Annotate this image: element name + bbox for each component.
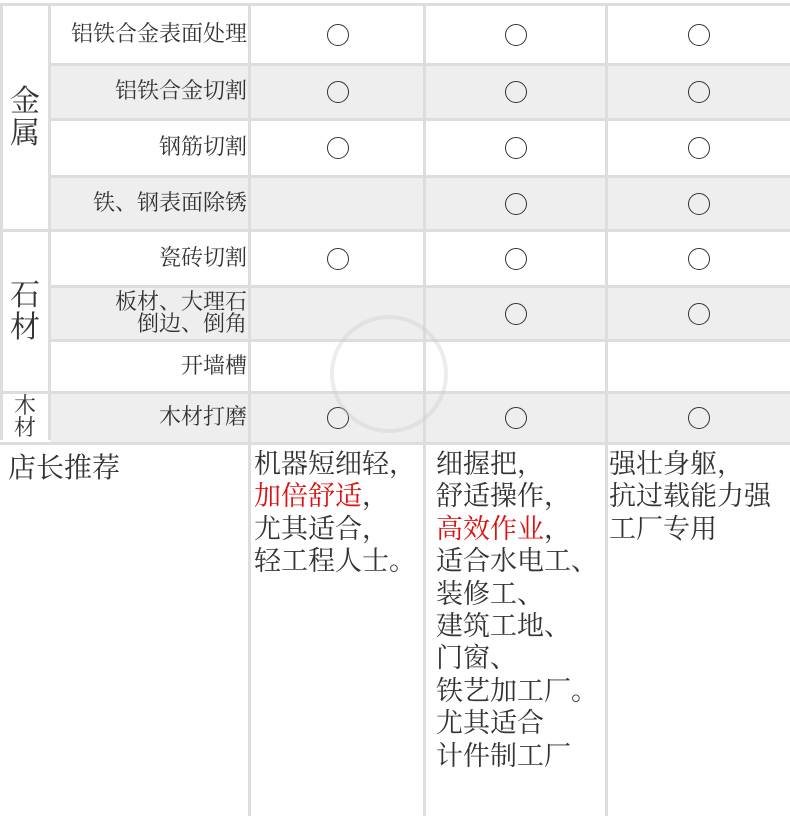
recommend-column (436, 449, 598, 773)
suitable-mark (425, 121, 607, 175)
recommend-line: 门窗、 (436, 643, 517, 675)
application-label-line: 铁、钢表面除锈 (92, 190, 247, 216)
recommend-line: 强壮身躯， (609, 449, 744, 480)
circle-icon (327, 24, 349, 46)
recommend-line: 细握把， (436, 449, 544, 480)
application-label-line: 钢筋切割 (158, 135, 247, 160)
recommend-line: 尤其适合 (436, 708, 544, 740)
watermark-logo (330, 315, 448, 433)
circle-icon (327, 248, 349, 270)
application-label (50, 232, 250, 285)
application-label-line: 倒边、倒角 (136, 311, 247, 337)
suitable-mark (607, 288, 790, 339)
punctuation: ， (544, 513, 571, 545)
category-char: 材 (13, 416, 36, 441)
category-wood (0, 394, 50, 445)
application-label-line: 板材、大理石 (114, 289, 247, 315)
suitable-mark (607, 66, 790, 118)
application-label (50, 288, 250, 339)
category-char: 石 (10, 278, 40, 313)
suitable-mark (425, 394, 607, 442)
recommend-line: 机器短细轻， (254, 449, 416, 480)
application-label-line: 木材打磨 (158, 405, 247, 430)
application-label (50, 178, 250, 229)
recommend-line: 铁艺加工厂。 (436, 675, 598, 707)
suitable-mark (607, 6, 790, 63)
recommend-line: 计件制工厂 (436, 740, 571, 772)
highlight-text: 加倍舒适 (254, 481, 362, 513)
circle-icon (688, 407, 710, 429)
circle-icon (688, 24, 710, 46)
circle-icon (688, 81, 710, 103)
circle-icon (327, 137, 349, 159)
punctuation: ， (362, 481, 389, 513)
circle-icon (505, 81, 527, 103)
suitable-mark (425, 232, 607, 285)
suitable-mark (250, 6, 425, 63)
recommend-title: 店长推荐 (8, 451, 121, 484)
suitable-mark (425, 6, 607, 63)
application-label-line: 瓷砖切割 (158, 245, 247, 271)
circle-icon (688, 137, 710, 159)
circle-icon (688, 303, 710, 325)
category-char: 金 (10, 84, 40, 119)
application-label-line: 铝铁合金表面处理 (70, 21, 247, 47)
suitable-mark (250, 121, 425, 175)
suitable-mark (607, 394, 790, 442)
suitable-mark (250, 232, 425, 285)
circle-icon (505, 24, 527, 46)
application-label (50, 121, 250, 175)
circle-icon (688, 193, 710, 215)
category-char: 属 (10, 115, 40, 151)
recommend-line: 抗过载能力强 (609, 481, 771, 513)
suitable-mark (607, 232, 790, 285)
application-label (50, 342, 250, 391)
recommend-line: 尤其适合， (254, 513, 389, 545)
application-label (50, 66, 250, 118)
category-char: 材 (10, 309, 40, 345)
suitable-mark (425, 178, 607, 229)
recommend-column (254, 449, 416, 579)
application-label-line: 开墙槽 (180, 353, 247, 379)
circle-icon (505, 303, 527, 325)
circle-icon (505, 248, 527, 270)
application-label-line: 铝铁合金切割 (114, 79, 247, 104)
suitable-mark (250, 66, 425, 118)
category-metal (0, 6, 50, 232)
highlight-text: 高效作业 (436, 513, 544, 545)
suitable-mark (425, 288, 607, 339)
circle-icon (505, 407, 527, 429)
circle-icon (688, 248, 710, 270)
category-char: 木 (13, 394, 36, 419)
recommend-line: 建筑工地、 (436, 610, 571, 642)
recommend-line: 适合水电工、 (436, 546, 598, 578)
suitable-mark (425, 66, 607, 118)
recommend-line: 工厂专用 (609, 513, 717, 545)
application-label (50, 6, 250, 63)
grid-line (0, 3, 3, 440)
circle-icon (505, 193, 527, 215)
recommend-column (609, 449, 771, 546)
suitable-mark (607, 178, 790, 229)
circle-icon (327, 81, 349, 103)
application-label (50, 394, 250, 442)
category-stone (0, 232, 50, 394)
recommend-line: 装修工、 (436, 578, 544, 610)
recommend-line: 舒适操作， (436, 481, 571, 513)
recommend-line (254, 481, 416, 513)
circle-icon (505, 137, 527, 159)
recommend-line: 轻工程人士。 (254, 546, 416, 578)
grid-line (50, 442, 790, 445)
suitable-mark (607, 121, 790, 175)
recommend-line (436, 514, 598, 546)
